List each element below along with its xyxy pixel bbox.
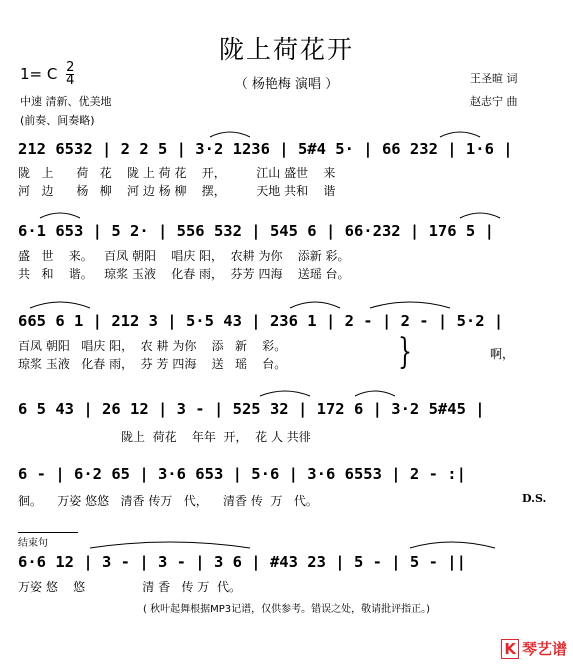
lyrics-row-2-verse-1: 盛 世 来。 百凤 朝阳 唱庆 阳， 农耕 为你 添新 彩。 [18,249,350,263]
footer-note: ( 秋叶起舞根据MP3记谱，仅供参考。错误之处，敬请批评指正。) [142,604,430,615]
ending-label: 结束句 [18,532,78,549]
logo-icon: K [501,639,519,659]
score-row-3: 665 6 1 | 212 3 | 5·5 43 | 236 1 | 2 - | 2 - | 5·2 | [18,312,504,330]
score-row-6: 6·6 12 | 3 - | 3 - | 3 6 | #43 23 | 5 - | 5 - || [18,553,466,571]
score-row-1: 212 6532 | 2 2 5 | 3·2 1236 | 5#4 5· | 66 232 | 1·6 | [18,140,513,158]
score-row-4: 6 5 43 | 26 12 | 3 - | 525 32 | 172 6 | 3·2 5#45 | [18,400,485,418]
intro-note: (前奏、间奏略) [20,114,95,127]
ah-lyric: 啊， [490,347,515,361]
song-title: 陇上荷花开 [218,35,354,64]
lyrics-row-3-verse-1: 百凤 朝阳 唱庆 阳， 农 耕 为你 添 新 彩。 [18,339,287,353]
logo-text: 琴艺谱 [521,640,567,658]
score-row-2: 6·1 653 | 5 2· | 556 532 | 545 6 | 66·232 | 176 5 | [18,222,494,240]
composer-credit: 赵志宁 曲 [470,95,518,108]
lyrics-row-3-verse-2: 琼浆 玉液 化春 雨， 芬 芳 四海 送 瑶 台。 [18,357,287,371]
lyrics-row-1-verse-2: 河 边 杨 柳 河 边 杨 柳 摆， 天地 共和 谐 [18,184,336,198]
lyrics-row-6: 万姿 悠 悠 清 香 传 万 代。 [18,580,241,594]
lyrics-row-2-verse-2: 共 和 谐。 琼浆 玉液 化春 雨， 芬芳 四海 送瑶 台。 [18,267,350,281]
key-label: 1= C [20,65,58,83]
site-logo [501,638,567,659]
lyrics-row-5: 徊。 万姿 悠悠 清香 传万 代， 清香 传 万 代。 [18,494,318,508]
score-row-5: 6 - | 6·2 65 | 3·6 653 | 5·6 | 3·6 6553 | 2 - :| [18,465,466,483]
lyricist-credit: 王圣暄 词 [470,72,518,85]
lyrics-row-1-verse-1: 陇 上 荷 花 陇 上 荷 花 开， 江山 盛世 来 [18,166,336,180]
brace: } [398,332,412,373]
time-top: 2 [66,60,75,75]
singer-credit: （ 杨艳梅 演唱 ） [234,77,339,92]
tempo-marking: 中速 清新、优美地 [20,95,112,108]
time-bottom: 4 [66,73,75,88]
lyrics-row-4: 陇上 荷花 年年 开， 花 人 共徘 [18,430,311,444]
ds-marking: D.S. [522,492,547,505]
